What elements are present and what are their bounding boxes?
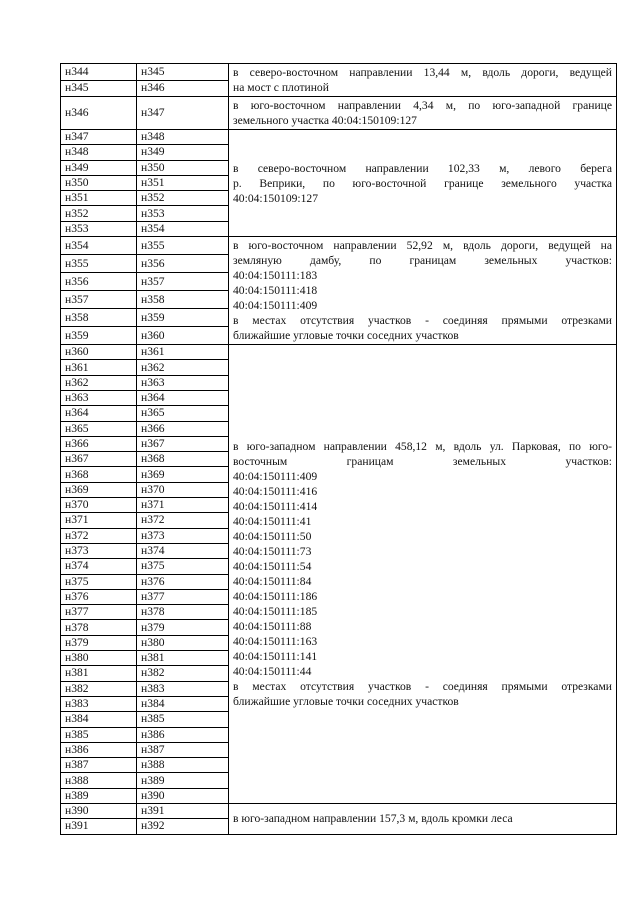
point-to-cell: н380 xyxy=(137,635,229,650)
point-from-cell: н363 xyxy=(61,390,137,405)
point-from-cell: н371 xyxy=(61,513,137,528)
point-from-cell: н349 xyxy=(61,160,137,175)
point-from-cell: н380 xyxy=(61,651,137,666)
description-line: в местах отсутствия участков - соединяя прямыми отрезками xyxy=(233,680,612,694)
point-to-cell: н378 xyxy=(137,605,229,620)
description-line: 40:04:150111:54 xyxy=(233,560,312,574)
segment-description-cell xyxy=(229,130,617,237)
point-from-cell: н382 xyxy=(61,681,137,696)
point-to-cell: н352 xyxy=(137,191,229,206)
segment-description-cell xyxy=(229,345,617,804)
point-from-cell: н387 xyxy=(61,758,137,773)
point-to-cell: н357 xyxy=(137,273,229,291)
table-row xyxy=(61,97,617,130)
description-line: 40:04:150109:127 xyxy=(233,191,319,205)
point-to-cell: н347 xyxy=(137,97,229,130)
point-from-cell: н383 xyxy=(61,696,137,711)
point-from-cell: н369 xyxy=(61,482,137,497)
description-line: на мост с плотиной xyxy=(233,81,329,94)
point-from-cell: н346 xyxy=(61,97,137,130)
point-to-cell: н350 xyxy=(137,160,229,175)
point-from-cell: н364 xyxy=(61,406,137,421)
description-line: 40:04:150111:185 xyxy=(233,605,318,619)
point-from-cell: н348 xyxy=(61,145,137,160)
point-to-cell: н368 xyxy=(137,452,229,467)
point-to-cell: н346 xyxy=(137,80,229,97)
point-to-cell: н384 xyxy=(137,696,229,711)
point-from-cell: н376 xyxy=(61,589,137,604)
point-to-cell: н383 xyxy=(137,681,229,696)
table-row xyxy=(61,64,617,81)
description-line: в северо-восточном направлении 102,33 м, левого берега xyxy=(233,161,612,175)
point-to-cell: н385 xyxy=(137,712,229,727)
point-to-cell: н348 xyxy=(137,130,229,145)
point-from-cell: н377 xyxy=(61,605,137,620)
point-to-cell: н356 xyxy=(137,255,229,273)
point-from-cell: н368 xyxy=(61,467,137,482)
description-line: 40:04:150111:418 xyxy=(233,284,318,298)
segment-description-cell xyxy=(229,803,617,834)
description-line: в юго-восточном направлении 4,34 м, по юго-западной границе xyxy=(233,99,612,112)
description-line: земельного участка 40:04:150109:127 xyxy=(233,114,417,127)
segment-description-cell xyxy=(229,237,617,345)
point-from-cell: н386 xyxy=(61,742,137,757)
table-row xyxy=(61,345,617,360)
point-from-cell: н357 xyxy=(61,291,137,309)
point-to-cell: н362 xyxy=(137,360,229,375)
point-to-cell: н358 xyxy=(137,291,229,309)
point-to-cell: н351 xyxy=(137,175,229,190)
description-line: в юго-западном направлении 157,3 м, вдоль кромки леса xyxy=(233,812,513,826)
point-from-cell: н360 xyxy=(61,345,137,360)
description-line: ближайшие угловые точки соседних участков xyxy=(233,329,459,343)
table-row xyxy=(61,130,617,145)
point-to-cell: н363 xyxy=(137,375,229,390)
point-from-cell: н381 xyxy=(61,666,137,681)
description-line: 40:04:150111:88 xyxy=(233,620,312,634)
point-from-cell: н373 xyxy=(61,543,137,558)
description-line: восточным границам земельных участков: xyxy=(233,455,612,469)
point-from-cell: н370 xyxy=(61,498,137,513)
description-line: 40:04:150111:416 xyxy=(233,485,318,499)
point-to-cell: н377 xyxy=(137,589,229,604)
point-to-cell: н360 xyxy=(137,327,229,345)
description-line: 40:04:150111:41 xyxy=(233,515,312,529)
point-from-cell: н389 xyxy=(61,788,137,803)
point-to-cell: н388 xyxy=(137,758,229,773)
description-line: р. Веприки, по юго-восточной границе земельного участка xyxy=(233,176,612,190)
point-from-cell: н361 xyxy=(61,360,137,375)
point-from-cell: н351 xyxy=(61,191,137,206)
description-line: 40:04:150111:414 xyxy=(233,500,318,514)
point-from-cell: н354 xyxy=(61,237,137,255)
description-line: 40:04:150111:409 xyxy=(233,299,318,313)
point-from-cell: н362 xyxy=(61,375,137,390)
point-from-cell: н344 xyxy=(61,64,137,81)
point-to-cell: н354 xyxy=(137,221,229,236)
point-to-cell: н374 xyxy=(137,543,229,558)
description-line: в северо-восточном направлении 13,44 м, вдоль дороги, ведущей xyxy=(233,66,612,79)
point-to-cell: н345 xyxy=(137,64,229,81)
point-from-cell: н390 xyxy=(61,803,137,818)
point-from-cell: н372 xyxy=(61,528,137,543)
description-line: в юго-западном направлении 458,12 м, вдоль ул. Парковая, по юго- xyxy=(233,440,612,454)
point-to-cell: н390 xyxy=(137,788,229,803)
segment-description-cell xyxy=(229,64,617,97)
description-line: 40:04:150111:409 xyxy=(233,470,318,484)
point-to-cell: н392 xyxy=(137,819,229,834)
point-to-cell: н382 xyxy=(137,666,229,681)
point-to-cell: н365 xyxy=(137,406,229,421)
point-to-cell: н379 xyxy=(137,620,229,635)
point-from-cell: н359 xyxy=(61,327,137,345)
point-to-cell: н371 xyxy=(137,498,229,513)
description-line: ближайшие угловые точки соседних участков xyxy=(233,695,459,709)
point-to-cell: н366 xyxy=(137,421,229,436)
description-line: 40:04:150111:44 xyxy=(233,665,312,679)
description-line: 40:04:150111:84 xyxy=(233,575,312,589)
point-to-cell: н367 xyxy=(137,436,229,451)
description-line: 40:04:150111:163 xyxy=(233,635,318,649)
point-to-cell: н376 xyxy=(137,574,229,589)
point-from-cell: н365 xyxy=(61,421,137,436)
point-from-cell: н385 xyxy=(61,727,137,742)
point-to-cell: н386 xyxy=(137,727,229,742)
point-to-cell: н387 xyxy=(137,742,229,757)
boundary-description-table xyxy=(60,63,617,835)
point-from-cell: н345 xyxy=(61,80,137,97)
point-from-cell: н378 xyxy=(61,620,137,635)
description-line: земляную дамбу, по границам земельных участков: xyxy=(233,254,612,268)
description-line: 40:04:150111:73 xyxy=(233,545,312,559)
point-from-cell: н356 xyxy=(61,273,137,291)
point-from-cell: н358 xyxy=(61,309,137,327)
point-from-cell: н379 xyxy=(61,635,137,650)
point-from-cell: н350 xyxy=(61,175,137,190)
point-from-cell: н347 xyxy=(61,130,137,145)
point-from-cell: н352 xyxy=(61,206,137,221)
point-from-cell: н366 xyxy=(61,436,137,451)
point-to-cell: н389 xyxy=(137,773,229,788)
point-to-cell: н364 xyxy=(137,390,229,405)
point-to-cell: н375 xyxy=(137,559,229,574)
description-line: 40:04:150111:183 xyxy=(233,269,318,283)
point-from-cell: н374 xyxy=(61,559,137,574)
point-from-cell: н388 xyxy=(61,773,137,788)
point-from-cell: н391 xyxy=(61,819,137,834)
description-line: 40:04:150111:141 xyxy=(233,650,318,664)
point-to-cell: н370 xyxy=(137,482,229,497)
point-to-cell: н361 xyxy=(137,345,229,360)
table-row xyxy=(61,803,617,818)
point-to-cell: н349 xyxy=(137,145,229,160)
point-from-cell: н355 xyxy=(61,255,137,273)
point-to-cell: н391 xyxy=(137,803,229,818)
point-to-cell: н359 xyxy=(137,309,229,327)
point-to-cell: н372 xyxy=(137,513,229,528)
point-to-cell: н369 xyxy=(137,467,229,482)
point-to-cell: н355 xyxy=(137,237,229,255)
description-line: в юго-восточном направлении 52,92 м, вдоль дороги, ведущей на xyxy=(233,239,612,253)
point-to-cell: н373 xyxy=(137,528,229,543)
description-line: 40:04:150111:186 xyxy=(233,590,318,604)
description-line: в местах отсутствия участков - соединяя прямыми отрезками xyxy=(233,314,612,328)
point-from-cell: н367 xyxy=(61,452,137,467)
point-from-cell: н353 xyxy=(61,221,137,236)
point-from-cell: н375 xyxy=(61,574,137,589)
table-body xyxy=(61,64,617,835)
point-from-cell: н384 xyxy=(61,712,137,727)
point-to-cell: н381 xyxy=(137,651,229,666)
point-to-cell: н353 xyxy=(137,206,229,221)
description-line: 40:04:150111:50 xyxy=(233,530,312,544)
table-row xyxy=(61,237,617,255)
segment-description-cell xyxy=(229,97,617,130)
